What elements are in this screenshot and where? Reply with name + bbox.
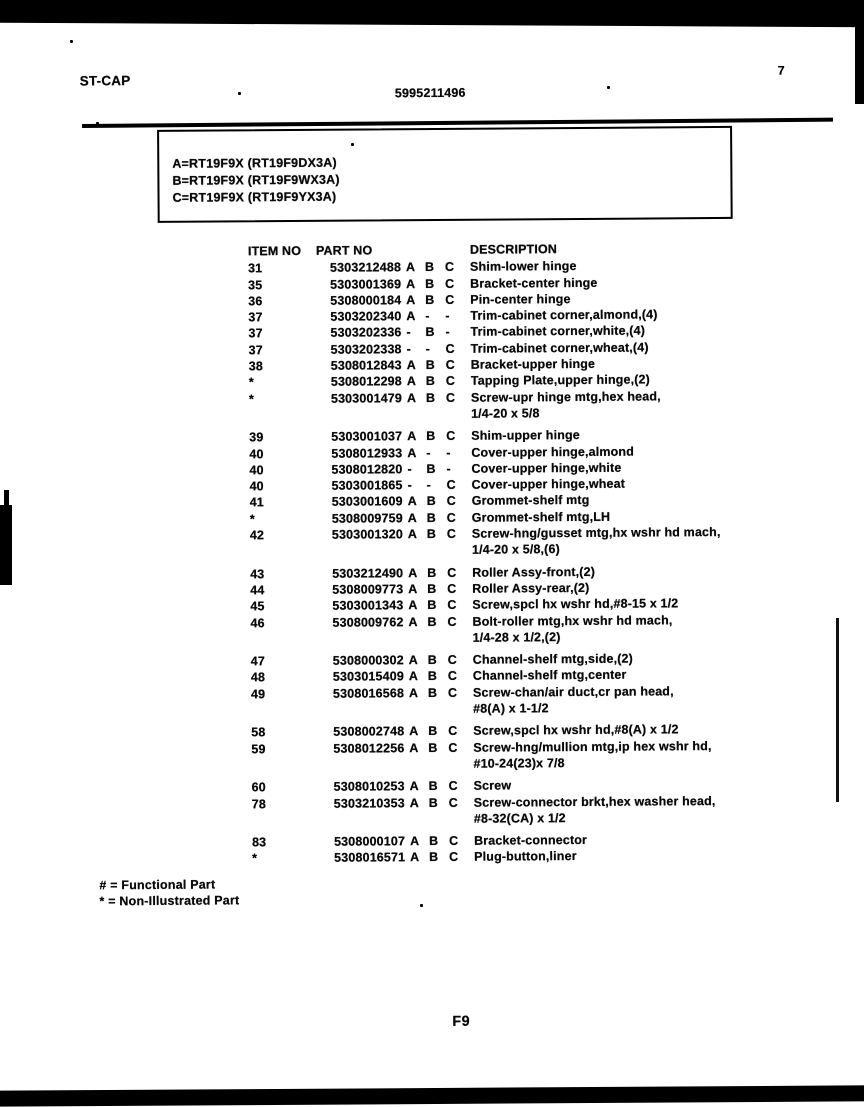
description-cell-line2: 1/4-20 x 5/8 <box>471 406 540 421</box>
description-cell: Grommet-shelf mtg <box>471 493 590 509</box>
item-cell: * <box>249 511 255 527</box>
table-row <box>251 682 811 719</box>
flag-spacer <box>400 614 408 630</box>
model-b-flag: - <box>426 445 431 460</box>
flag-spacer <box>399 390 407 406</box>
item-cell: 37 <box>248 342 263 358</box>
flag-spacer <box>399 461 407 477</box>
table-row <box>252 792 812 829</box>
model-c-flag: C <box>447 581 457 596</box>
part-number-cell: 5308009762 <box>332 614 404 630</box>
part-number-cell: 5303015409 <box>332 669 404 685</box>
model-a-flag: A <box>405 260 416 275</box>
table-row <box>252 847 812 867</box>
description-cell: Bracket-connector <box>473 833 588 848</box>
model-b-flag: B <box>427 598 437 613</box>
table-row <box>250 523 810 560</box>
page-number: 7 <box>777 63 785 78</box>
part-number-cell: 5308009773 <box>332 582 404 597</box>
description-cell: Cover-upper hinge,white <box>471 460 622 476</box>
part-number-cell: 5308012256 <box>333 740 405 756</box>
model-b-flag: B <box>427 653 438 668</box>
model-c-flag: - <box>445 325 450 340</box>
item-cell: 48 <box>250 670 266 685</box>
model-a-flag: A <box>407 429 417 444</box>
flag-spacer <box>398 308 406 324</box>
flag-spacer <box>401 669 409 685</box>
model-c-flag: C <box>447 685 458 700</box>
model-c-flag: C <box>446 526 457 541</box>
model-line-b: B=RT19F9X (RT19F9WX3A) <box>172 172 340 188</box>
model-b-flag: B <box>427 669 438 684</box>
flag-spacer <box>398 276 406 292</box>
description-cell: Shim-lower hinge <box>469 259 577 275</box>
part-number-cell: 5303212488 <box>329 260 402 276</box>
flag-spacer <box>398 325 406 341</box>
description-cell: Bracket-center hinge <box>470 275 598 291</box>
item-cell: 40 <box>249 463 264 478</box>
model-lines <box>172 155 340 207</box>
model-a-flag: - <box>406 341 411 356</box>
model-c-flag: C <box>445 292 455 307</box>
description-cell: Screw-hng/mullion mtg,ip hex wshr hd, <box>473 738 712 755</box>
flag-spacer <box>401 740 409 756</box>
flag-spacer <box>400 494 408 510</box>
model-c-flag: C <box>447 652 458 668</box>
item-cell: 47 <box>250 654 266 669</box>
description-cell-line2: #8(A) x 1-1/2 <box>473 701 549 716</box>
model-c-flag: C <box>446 510 457 525</box>
model-b-flag: B <box>426 527 437 542</box>
description-cell: Screw-upr hinge mtg,hex head, <box>470 389 661 405</box>
description-cell: Cover-upper hinge,almond <box>471 444 635 460</box>
item-no-header: ITEM NO <box>247 243 302 259</box>
description-cell: Channel-shelf mtg,side,(2) <box>472 651 633 667</box>
item-cell: 43 <box>250 566 265 581</box>
description-cell: Trim-cabinet corner,wheat,(4) <box>470 340 649 356</box>
flag-spacer <box>398 292 406 308</box>
part-number-cell: 5308016571 <box>334 850 406 866</box>
item-cell: 49 <box>250 686 266 701</box>
flag-spacer <box>399 374 407 390</box>
scan-artifact-right-line <box>836 618 839 802</box>
flag-spacer <box>400 510 408 526</box>
model-b-flag: B <box>428 795 439 810</box>
model-b-flag: B <box>425 292 435 307</box>
description-cell-line2: 1/4-20 x 5/8,(6) <box>471 542 560 558</box>
model-b-flag: B <box>426 510 437 525</box>
model-c-flag: C <box>446 429 456 444</box>
item-cell: 58 <box>251 725 266 740</box>
model-a-flag: - <box>407 478 412 493</box>
model-b-flag: B <box>425 374 436 389</box>
figure-code: F9 <box>452 1013 471 1030</box>
model-a-flag: A <box>406 390 417 405</box>
description-cell: Trim-cabinet corner,almond,(4) <box>470 307 658 323</box>
parts-table <box>248 239 812 867</box>
model-c-flag: C <box>448 740 458 755</box>
part-number-cell: 5303210353 <box>333 795 405 811</box>
part-number-cell: 5303202336 <box>330 325 402 341</box>
model-b-flag: - <box>425 309 430 324</box>
model-c-flag: C <box>445 374 456 389</box>
catalog-number: 5995211496 <box>394 85 466 101</box>
item-cell: 60 <box>251 780 266 795</box>
model-line-c: C=RT19F9X (RT19F9YX3A) <box>172 189 337 205</box>
item-cell: 83 <box>251 835 267 850</box>
model-line-a: A=RT19F9X (RT19F9DX3A) <box>172 155 337 171</box>
description-cell: Screw-connector brkt,hex washer head, <box>473 793 716 810</box>
part-number-cell: 5303001320 <box>331 527 403 542</box>
model-c-flag: C <box>444 260 455 275</box>
model-a-flag: A <box>408 565 418 580</box>
model-a-flag: A <box>406 358 416 373</box>
item-cell: 40 <box>249 446 264 461</box>
model-c-flag: C <box>446 494 456 509</box>
flag-spacer <box>402 850 410 866</box>
description-cell: Bracket-upper hinge <box>470 356 596 372</box>
item-cell: * <box>248 375 254 390</box>
model-b-flag: B <box>428 724 438 739</box>
part-number-cell: 5308012933 <box>331 445 403 461</box>
model-a-flag: A <box>408 685 419 700</box>
description-cell: Screw-hng/gusset mtg,hx wshr hd mach, <box>471 525 721 541</box>
flag-spacer <box>401 723 409 739</box>
model-b-flag: - <box>425 341 430 356</box>
model-a-flag: A <box>407 445 417 460</box>
description-cell: Cover-upper hinge,wheat <box>471 476 626 492</box>
flag-spacer <box>400 597 408 613</box>
model-a-flag: A <box>407 494 417 509</box>
part-number-cell: 5308016568 <box>332 685 405 701</box>
model-a-flag: - <box>406 325 411 340</box>
part-number-cell: 5308002748 <box>333 724 405 740</box>
model-b-flag: B <box>427 565 437 580</box>
item-cell: 35 <box>248 277 263 292</box>
part-number-cell: 5308012820 <box>331 462 403 477</box>
flag-spacer <box>400 581 408 597</box>
item-cell: 37 <box>248 326 263 341</box>
item-cell: * <box>252 851 258 866</box>
section-title: ST-CAP <box>79 73 131 89</box>
part-number-cell: 5303001369 <box>330 276 402 292</box>
item-cell: 38 <box>248 359 263 374</box>
description-cell: Trim-cabinet corner,white,(4) <box>470 323 646 340</box>
model-a-flag: A <box>408 614 418 629</box>
item-cell: 78 <box>251 796 267 811</box>
model-b-flag: B <box>427 581 437 596</box>
scan-artifact-left-tick <box>4 490 9 505</box>
model-c-flag: C <box>445 357 455 372</box>
part-number-cell: 5308010253 <box>333 779 405 794</box>
flag-spacer <box>402 778 410 794</box>
model-c-flag: C <box>448 724 458 739</box>
item-cell: 39 <box>249 430 264 445</box>
description-cell: Shim-upper hinge <box>471 428 580 443</box>
part-number-cell: 5303001479 <box>330 390 403 406</box>
model-a-flag: A <box>408 598 418 613</box>
scan-artifact-left-blob <box>0 505 12 585</box>
item-cell: 37 <box>248 310 263 325</box>
description-cell: Screw,spcl hx wshr hd,#8(A) x 1/2 <box>473 722 679 739</box>
model-a-flag: A <box>408 582 418 597</box>
flag-spacer <box>399 357 407 373</box>
model-c-flag: - <box>445 309 450 324</box>
part-number-cell: 5303202340 <box>330 309 402 324</box>
model-a-flag: A <box>409 740 419 755</box>
model-b-flag: B <box>426 429 436 444</box>
model-a-flag: A <box>408 669 419 684</box>
flag-spacer <box>401 652 409 668</box>
scan-artifact-right-edge <box>855 0 864 104</box>
item-cell: 41 <box>249 495 264 510</box>
model-c-flag: C <box>446 477 456 493</box>
model-box <box>157 126 733 223</box>
part-number-cell: 5308000302 <box>332 653 404 668</box>
model-c-flag: C <box>448 833 459 848</box>
description-cell-line2: #10-24(23)x 7/8 <box>473 755 565 771</box>
description-cell: Pin-center hinge <box>470 291 571 307</box>
part-number-cell: 5303212490 <box>332 565 404 581</box>
model-b-flag: B <box>429 850 439 865</box>
model-b-flag: B <box>426 494 436 509</box>
item-cell: 36 <box>248 294 263 309</box>
model-b-flag: B <box>425 390 436 405</box>
model-a-flag: A <box>408 653 419 668</box>
flag-spacer <box>399 341 407 357</box>
flag-spacer <box>399 428 407 444</box>
description-cell: Bolt-roller mtg,hx wshr hd mach, <box>472 612 673 629</box>
flag-spacer <box>401 685 409 701</box>
model-a-flag: A <box>409 834 420 849</box>
model-b-flag: - <box>426 478 431 493</box>
flag-spacer <box>402 795 410 811</box>
model-a-flag: A <box>406 309 416 324</box>
model-a-flag: A <box>409 795 420 810</box>
scan-noise-specks <box>70 40 73 43</box>
table-row <box>250 611 810 648</box>
model-a-flag: - <box>407 461 412 477</box>
table-row <box>249 387 809 424</box>
item-cell: 45 <box>250 599 265 614</box>
model-c-flag: C <box>448 779 458 794</box>
table-body <box>248 257 812 867</box>
part-number-cell: 5308000184 <box>330 293 402 308</box>
model-c-flag: - <box>446 445 451 460</box>
flag-spacer <box>398 259 406 275</box>
part-number-cell: 5303001037 <box>331 429 403 444</box>
legend-functional-part: # = Functional Part <box>99 877 216 893</box>
scan-artifact-top-band <box>0 0 864 27</box>
model-c-flag: C <box>447 614 457 629</box>
part-number-cell: 5308009759 <box>331 510 403 526</box>
model-c-flag: C <box>448 795 459 810</box>
description-cell: Screw <box>473 778 512 793</box>
model-b-flag: B <box>425 358 435 373</box>
description-cell: Tapping Plate,upper hinge,(2) <box>470 372 650 389</box>
model-a-flag: A <box>407 527 418 542</box>
part-number-cell: 5308000107 <box>333 834 406 849</box>
description-cell-line2: #8-32(CA) x 1/2 <box>473 810 566 826</box>
description-header: DESCRIPTION <box>469 242 558 257</box>
model-b-flag: B <box>424 260 435 275</box>
model-c-flag: C <box>447 669 458 684</box>
description-cell: Grommet-shelf mtg,LH <box>471 509 611 525</box>
description-cell: Channel-shelf mtg,center <box>472 668 627 684</box>
part-no-header: PART NO <box>315 243 373 258</box>
flag-spacer <box>400 526 408 542</box>
part-number-cell: 5303001865 <box>331 478 403 493</box>
model-b-flag: B <box>425 276 435 291</box>
item-cell: 59 <box>251 741 266 756</box>
model-c-flag: C <box>445 390 456 405</box>
model-b-flag: B <box>428 740 438 755</box>
item-cell: 42 <box>249 528 265 543</box>
item-cell: 46 <box>250 615 265 630</box>
model-a-flag: A <box>406 293 416 308</box>
model-c-flag: C <box>445 341 455 356</box>
description-cell: Roller Assy-rear,(2) <box>472 580 590 596</box>
model-a-flag: A <box>409 779 419 794</box>
model-c-flag: - <box>446 461 451 476</box>
part-number-cell: 5303202338 <box>330 341 402 357</box>
model-b-flag: B <box>427 614 437 629</box>
description-cell: Roller Assy-front,(2) <box>472 564 596 580</box>
model-a-flag: A <box>409 724 419 739</box>
description-cell-line2: 1/4-28 x 1/2,(2) <box>472 629 561 645</box>
model-a-flag: A <box>407 510 418 525</box>
part-number-cell: 5303001343 <box>332 598 404 613</box>
model-a-flag: A <box>406 374 417 389</box>
description-cell: Screw,spcl hx wshr hd,#8-15 x 1/2 <box>472 596 679 612</box>
model-c-flag: C <box>449 850 459 865</box>
item-cell: * <box>248 391 255 406</box>
flag-spacer <box>399 477 407 493</box>
model-b-flag: B <box>428 779 438 794</box>
flag-spacer <box>400 565 408 581</box>
model-b-flag: B <box>426 461 436 476</box>
description-cell: Screw-chan/air duct,cr pan head, <box>472 684 674 700</box>
legend-non-illustrated-part: * = Non-Illustrated Part <box>99 893 240 909</box>
model-a-flag: A <box>410 850 420 865</box>
flag-spacer <box>402 833 410 849</box>
part-number-cell: 5308012843 <box>330 358 402 373</box>
model-c-flag: C <box>447 565 457 580</box>
flag-spacer <box>399 445 407 461</box>
item-cell: 31 <box>247 261 263 276</box>
table-row <box>251 737 811 774</box>
part-number-cell: 5303001609 <box>331 494 403 510</box>
model-c-flag: C <box>445 276 455 291</box>
description-cell: Plug-button,liner <box>474 849 577 865</box>
model-b-flag: B <box>427 685 438 700</box>
model-a-flag: A <box>406 276 416 291</box>
model-c-flag: C <box>447 598 457 613</box>
part-number-cell: 5308012298 <box>330 374 402 390</box>
model-b-flag: B <box>428 834 439 849</box>
item-cell: 40 <box>249 479 264 494</box>
model-b-flag: B <box>425 325 435 340</box>
item-cell: 44 <box>250 583 265 598</box>
